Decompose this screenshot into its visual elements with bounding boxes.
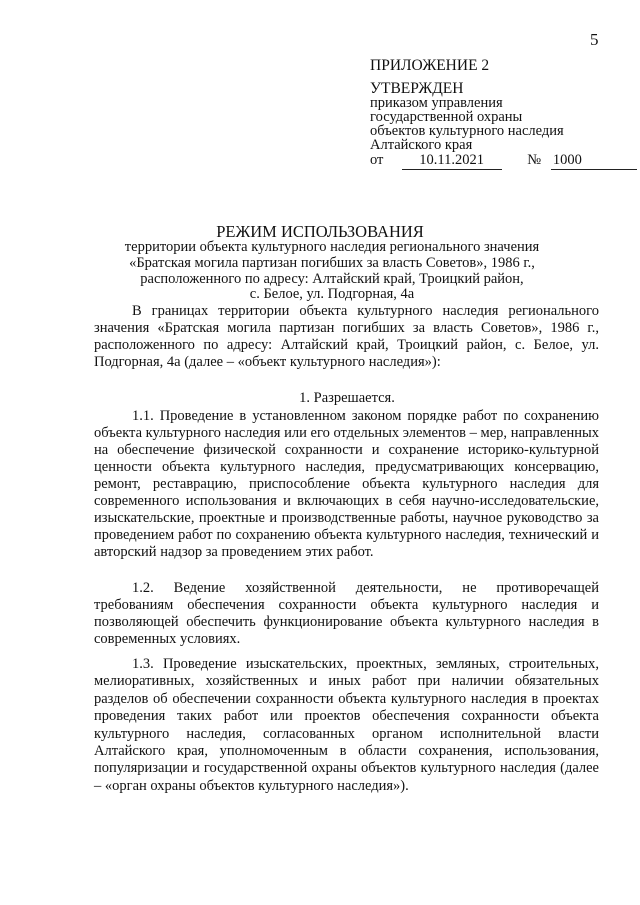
subtitle-line-1: территории объекта культурного наследия регионального значения [124, 239, 540, 255]
page-number: 5 [590, 30, 599, 49]
order-number: 1000 [551, 152, 637, 170]
subtitle-line-4: с. Белое, ул. Подгорная, 4а [249, 286, 415, 302]
order-date-row [370, 152, 637, 170]
section-1-heading: 1. Разрешается. [299, 390, 395, 406]
date-prefix: от [370, 152, 384, 168]
number-sign: № [527, 152, 542, 168]
paragraph-1-2 [94, 580, 599, 648]
paragraph-1-1-text: 1.1. Проведение в установленном законом порядке работ по сохранению объекта культурного наследия или его отдельных элементов – мер, направленных на обеспечение физической сохранности и сохранение историко-культурной ценности объекта культурного наследия, предусматривающих консервацию, ремонт, реставрацию, приспособление объекта культурного наследия для современного использования и включающих в себя научно-исследовательские, изыскательские, проектные и производственные работы, научное руководство за проведением работ по сохранению объекта культурного наследия, технический и авторский надзор за проведением этих работ. [94, 408, 599, 560]
document-title: РЕЖИМ ИСПОЛЬЗОВАНИЯ [216, 222, 424, 241]
intro-paragraph [94, 303, 599, 371]
appendix-label: ПРИЛОЖЕНИЕ 2 [370, 57, 490, 74]
paragraph-1-3-text: 1.3. Проведение изыскательских, проектных, земляных, строительных, мелиоративных, хозяйственных и иных работ при наличии обязательных разделов об обеспечении сохранности объекта культурного наследия в проектах проведения таких работ или проектов обеспечения сохранности объекта культурного наследия, согласованных органом исполнительной власти Алтайского края, уполномоченным в области сохранения, использования, популяризации и государственной охраны объектов культурного наследия (далее – «орган охраны объектов культурного наследия»). [94, 656, 599, 794]
paragraph-1-3 [94, 656, 599, 795]
subtitle-line-3: расположенного по адресу: Алтайский край, Троицкий район, [140, 271, 524, 287]
intro-text: В границах территории объекта культурного наследия регионального значения «Братская могила партизан погибших за власть Советов», 1986 г., расположенного по адресу: Алтайский край, Троицкий район, с. Белое, ул. Подгорная, 4а (далее – «объект культурного наследия»): [94, 303, 599, 370]
approval-line-2: государственной охраны [370, 109, 523, 125]
paragraph-1-1 [94, 408, 599, 561]
paragraph-1-2-text: 1.2. Ведение хозяйственной деятельности, не противоречащей требованиям обеспечения сохранности объекта культурного наследия и позволяющей обеспечить функционирование объекта культурного наследия в современных условиях. [94, 580, 599, 647]
subtitle-line-2: «Братская могила партизан погибших за власть Советов», 1986 г., [129, 255, 535, 271]
approval-line-3: объектов культурного наследия [370, 123, 564, 139]
approval-line-1: приказом управления [370, 95, 503, 111]
approved-label: УТВЕРЖДЕН [370, 80, 464, 97]
approval-line-4: Алтайского края [370, 137, 473, 153]
order-date: 10.11.2021 [402, 152, 502, 170]
